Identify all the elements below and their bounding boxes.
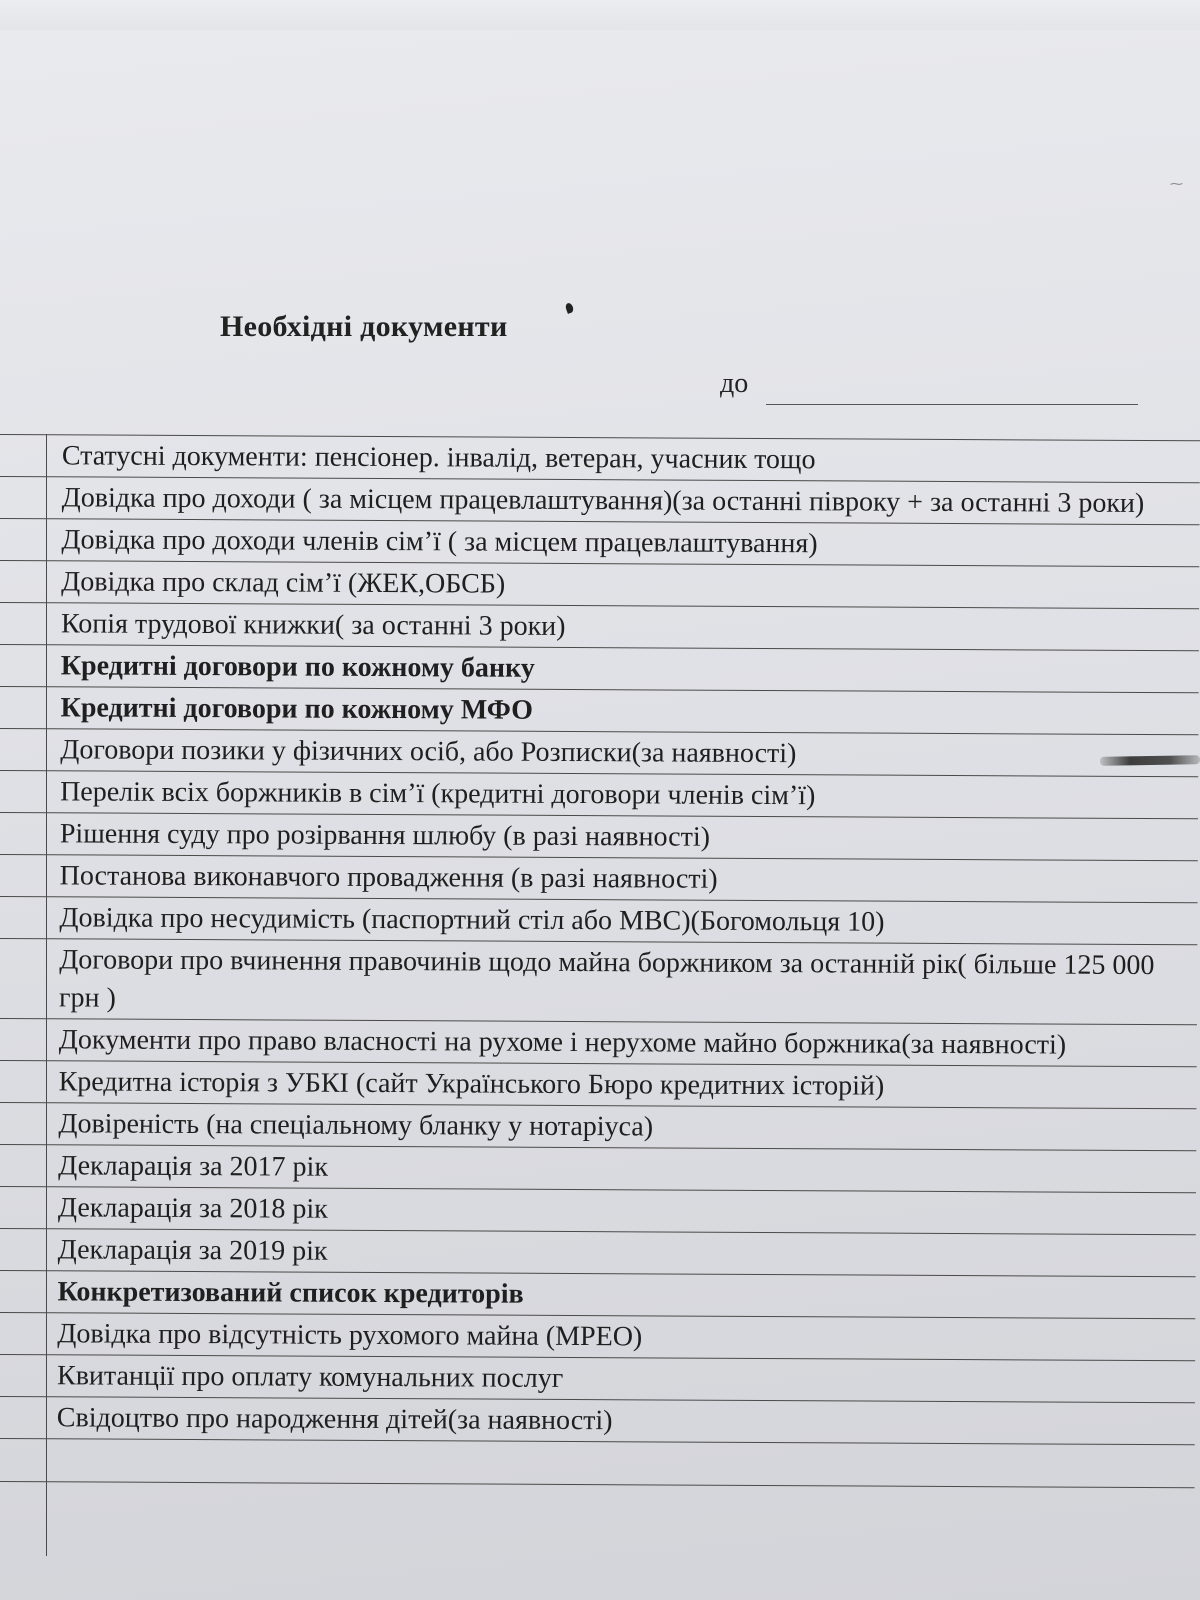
document-row: Свідоцтво про народження дітей(за наявності)	[0, 1396, 1195, 1444]
document-row: Документи про право власності на рухоме і нерухоме майно боржника(за наявності)	[0, 1018, 1197, 1066]
document-row: Декларація за 2018 рік	[0, 1186, 1196, 1234]
addressee-label: до	[720, 368, 749, 399]
document-row: Кредитні договори по кожному МФО	[0, 686, 1199, 734]
document-row: Квитанції про оплату комунальних послуг	[0, 1354, 1195, 1402]
document-row: Копія трудової книжки( за останні 3 роки)	[0, 602, 1199, 650]
document-row: Постанова виконавчого провадження (в разі наявності)	[0, 854, 1198, 902]
edge-smudge: ⁓	[1170, 176, 1183, 191]
document-row: Довіреність (на спеціальному бланку у нотаріуса)	[0, 1102, 1196, 1150]
document-row: Договори позики у фізичних осіб, або Розписки(за наявності)	[0, 728, 1198, 776]
document-row: Договори про вчинення правочинів щодо майна боржником за останній рік( більше 125 000 грн )	[0, 938, 1197, 1024]
document-row: Конкретизований список кредиторів	[0, 1270, 1196, 1318]
document-row: Довідка про доходи ( за місцем працевлаштування)(за останні півроку + за останні 3 роки)	[0, 476, 1200, 524]
document-row: Декларація за 2019 рік	[0, 1228, 1196, 1276]
addressee-field	[720, 368, 748, 408]
addressee-blank-line	[766, 404, 1138, 405]
document-row	[0, 1438, 1195, 1488]
document-row: Кредитні договори по кожному банку	[0, 644, 1199, 692]
document-row: Довідка про відсутність рухомого майна (МРЕО)	[0, 1312, 1195, 1360]
document-row: Кредитна історія з УБКІ (сайт Українського Бюро кредитних історій)	[0, 1060, 1197, 1108]
document-row: Декларація за 2017 рік	[0, 1144, 1196, 1192]
document-row: Довідка про несудимість (паспортний стіл або МВС)(Богомольця 10)	[0, 896, 1198, 944]
document-row: Рішення суду про розірвання шлюбу (в разі наявності)	[0, 812, 1198, 860]
document-row: Статусні документи: пенсіонер. інвалід, ветеран, учасник тощо	[0, 434, 1200, 482]
documents-table	[0, 434, 1200, 1488]
document-title: Необхідні документи	[220, 310, 508, 343]
document-row: Перелік всіх боржників в сім’ї (кредитні договори членів сім’ї)	[0, 770, 1198, 818]
document-row: Довідка про склад сім’ї (ЖЕК,ОБСБ)	[0, 560, 1199, 608]
pen-scribble	[1100, 755, 1200, 766]
document-row: Довідка про доходи членів сім’ї ( за місцем працевлаштування)	[0, 518, 1200, 566]
